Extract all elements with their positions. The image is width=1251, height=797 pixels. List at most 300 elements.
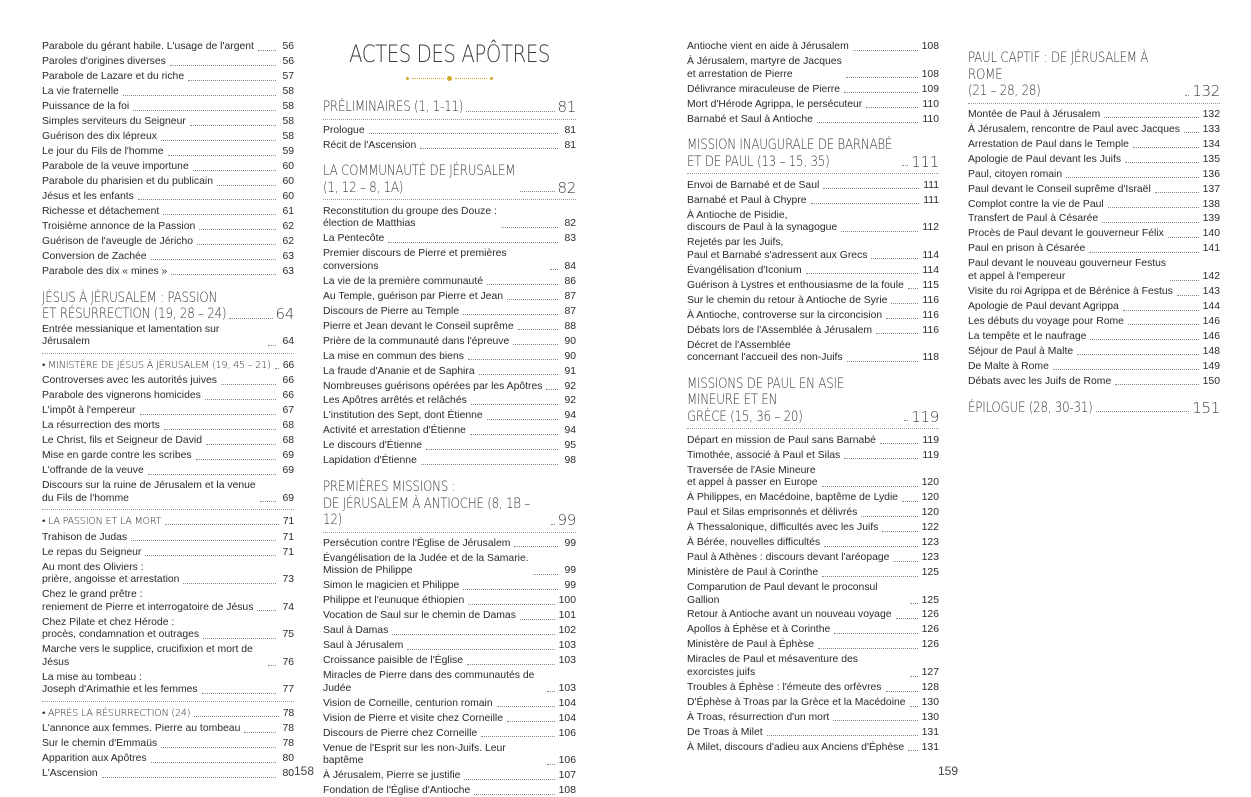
toc-entry: [323, 290, 576, 305]
toc-entry-title: Paul en prison à Césarée: [968, 243, 1086, 255]
toc-entry-title: Complot contre la vie de Paul: [968, 198, 1104, 210]
toc-entry: [968, 137, 1220, 152]
toc-entry-page: 146: [1202, 330, 1220, 342]
toc-section-heading: [323, 479, 576, 529]
toc-entry-title: L'Ascension: [42, 768, 98, 780]
toc-entry: [323, 138, 576, 153]
dot-leader: [886, 691, 918, 692]
section-divider: [42, 701, 294, 702]
dot-leader: [183, 583, 276, 584]
toc-entry-page: 66: [282, 360, 294, 372]
toc-entry: [323, 726, 576, 741]
toc-entry-page: 83: [564, 233, 576, 245]
toc-entry-title: Les débuts du voyage pour Rome: [968, 315, 1124, 327]
toc-entry-title: Simon le magicien et Philippe: [323, 580, 460, 592]
dot-leader: [164, 429, 276, 430]
toc-entry-page: 111: [911, 152, 939, 171]
toc-entry-title: Timothée, associé à Paul et Silas: [687, 449, 841, 461]
toc-entry-title: Paul, citoyen romain: [968, 168, 1063, 180]
toc-entry-title: Séjour de Paul à Malte: [968, 345, 1074, 357]
toc-entry: [968, 330, 1220, 345]
dot-leader: [463, 314, 558, 315]
toc-entry-page: 126: [921, 624, 939, 636]
dot-leader: [161, 747, 276, 748]
toc-entry: [968, 375, 1220, 390]
dot-leader: [1104, 117, 1198, 118]
toc-entry: [42, 55, 294, 70]
toc-entry-page: 137: [1202, 183, 1220, 195]
toc-entry: [968, 197, 1220, 212]
toc-entry-page: 82: [557, 178, 576, 197]
toc-entry: [687, 741, 939, 756]
dot-leader: [853, 50, 918, 51]
toc-entry-title: À Jérusalem, Pierre se justifie: [323, 770, 461, 782]
dot-leader: [275, 368, 279, 369]
toc-entry-page: 150: [1202, 375, 1220, 387]
dot-leader: [145, 555, 276, 556]
toc-entry-title: Persécution contre l'Église de Jérusalem: [323, 537, 511, 549]
dot-leader: [902, 165, 909, 166]
section-divider: [42, 509, 294, 510]
toc-section-heading: [968, 400, 1220, 417]
toc-entry: [323, 349, 576, 364]
dot-leader: [257, 610, 276, 611]
dot-leader: [420, 148, 558, 149]
toc-entry-page: 71: [282, 546, 294, 558]
toc-entry: [323, 364, 576, 379]
ornament-line: [412, 78, 444, 79]
dot-leader: [551, 524, 555, 525]
toc-entry: [687, 208, 939, 236]
dot-leader: [205, 399, 276, 400]
toc-entry: [687, 696, 939, 711]
toc-entry-page: 144: [1202, 300, 1220, 312]
toc-entry-page: 120: [921, 492, 939, 504]
toc-entry-page: 108: [558, 785, 576, 797]
toc-entry-page: 60: [282, 190, 294, 202]
toc-entry-title: L'institution des Sept, dont Étienne: [323, 410, 483, 422]
dot-leader: [910, 706, 918, 707]
toc-entry: [42, 40, 294, 55]
dot-leader: [910, 676, 918, 677]
dot-leader: [1133, 147, 1199, 148]
toc-entry: [687, 308, 939, 323]
toc-entry: [323, 669, 576, 697]
toc-entry-title: Vocation de Saul sur le chemin de Damas: [323, 610, 516, 622]
dot-leader: [468, 604, 554, 605]
toc-entry-page: 60: [282, 160, 294, 172]
toc-entry-page: 132: [1202, 108, 1220, 120]
toc-entry-title: Premier discours de Pierre et premières conversions: [323, 248, 507, 272]
toc-entry-page: 90: [564, 335, 576, 347]
dot-leader: [1155, 192, 1199, 193]
toc-entry-title: Apologie de Paul devant les Juifs: [968, 153, 1122, 165]
toc-entry: [42, 671, 294, 699]
dot-leader: [834, 633, 917, 634]
section-divider: [323, 532, 576, 533]
toc-entry-page: 106: [558, 755, 576, 767]
toc-entry-page: 125: [921, 566, 939, 578]
toc-entry-page: 111: [923, 179, 939, 191]
toc-entry: [323, 379, 576, 394]
toc-entry: [968, 108, 1220, 123]
dot-leader: [463, 589, 558, 590]
toc-entry: [42, 374, 294, 389]
toc-entry-title: Activité et arrestation d'Étienne: [323, 425, 466, 437]
toc-entry: [42, 722, 294, 737]
toc-entry-title: Guérison à Lystres et enthousiasme de la foule: [687, 279, 904, 291]
toc-entry-page: 102: [558, 625, 576, 637]
book-title: ACTES DES APÔTRES: [349, 40, 550, 68]
toc-entry-title: La vie fraternelle: [42, 86, 119, 98]
dot-leader: [806, 273, 919, 274]
dot-leader: [824, 546, 917, 547]
toc-entry-title: Lapidation d'Étienne: [323, 455, 417, 467]
toc-entry-title: Saul à Damas: [323, 625, 389, 637]
toc-entry: [42, 752, 294, 767]
ornament-dot: [406, 77, 409, 80]
dot-leader: [258, 50, 276, 51]
toc-entry-title: • MINISTÈRE DE JÉSUS À JÉRUSALEM (19, 45 – 21): [42, 360, 271, 372]
toc-entry-title: Envoi de Barnabé et de Saul: [687, 179, 820, 191]
dot-leader: [151, 762, 276, 763]
toc-entry-title: Richesse et détachement: [42, 205, 160, 217]
toc-entry-page: 106: [558, 727, 576, 739]
dot-leader: [1128, 324, 1199, 325]
dot-leader: [1123, 310, 1199, 311]
page-number-left: 158: [294, 764, 315, 778]
toc-entry: [323, 741, 576, 769]
toc-entry-page: 84: [564, 260, 576, 272]
toc-entry-title: Vision de Pierre et visite chez Corneille: [323, 712, 503, 724]
toc-entry-page: 73: [282, 574, 294, 586]
toc-entry: [687, 448, 939, 463]
toc-entry-page: 78: [282, 738, 294, 750]
toc-entry-title: Chez Pilate et chez Hérode : procès, condamnation et outrages: [42, 616, 200, 641]
dot-leader: [467, 664, 555, 665]
dot-leader: [817, 122, 918, 123]
toc-entry-page: 87: [564, 305, 576, 317]
dot-leader: [866, 107, 918, 108]
toc-entry-page: 82: [564, 218, 576, 230]
toc-entry: [687, 536, 939, 551]
dot-leader: [902, 501, 918, 502]
toc-entry: [687, 178, 939, 193]
toc-entry-page: 92: [564, 380, 576, 392]
toc-entry-title: Troubles à Éphèse : l'émeute des orfèvres: [687, 681, 882, 693]
toc-entry-page: 136: [1202, 168, 1220, 180]
toc-entry: [968, 212, 1220, 227]
toc-entry-title: Simples serviteurs du Seigneur: [42, 116, 186, 128]
toc-entry-title: Pierre et Jean devant le Conseil suprême: [323, 320, 514, 332]
toc-entry-title: Controverses avec les autorités juives: [42, 375, 217, 387]
toc-entry-page: 133: [1202, 123, 1220, 135]
toc-entry-page: 132: [1192, 82, 1220, 100]
toc-entry: [323, 654, 576, 669]
toc-entry: [42, 265, 294, 280]
toc-entry-page: 126: [921, 609, 939, 621]
toc-entry-title: Paul devant le Conseil suprême d'Israël: [968, 183, 1151, 195]
toc-entry-title: Au mont des Oliviers : prière, angoisse et arrestation: [42, 561, 180, 586]
toc-entry: [42, 560, 294, 588]
toc-entry-title: MISSION INAUGURALE DE BARNABÉ ET DE PAUL (13 – 15, 35): [687, 137, 893, 170]
dot-leader: [229, 318, 272, 319]
toc-entry-page: 99: [564, 537, 576, 549]
toc-entry-title: Parabole des dix « mines »: [42, 265, 168, 277]
toc-entry-title: Débats avec les Juifs de Rome: [968, 375, 1112, 387]
dot-leader: [910, 603, 918, 604]
dot-leader: [138, 199, 276, 200]
toc-entry-title: La mise au tombeau : Joseph d'Arimathie et les femmes: [42, 671, 198, 696]
toc-entry: [323, 394, 576, 409]
dot-leader: [171, 274, 276, 275]
toc-entry: [42, 115, 294, 130]
toc-entry: [687, 323, 939, 338]
toc-entry-page: 74: [282, 601, 294, 613]
toc-entry: [968, 300, 1220, 315]
toc-entry: [323, 769, 576, 784]
toc-entry-title: Prière de la communauté dans l'épreuve: [323, 335, 510, 347]
dot-leader: [547, 691, 555, 692]
dot-leader: [846, 77, 918, 78]
toc-entry-page: 92: [564, 395, 576, 407]
toc-entry: [42, 250, 294, 265]
toc-entry-page: 103: [558, 655, 576, 667]
dot-leader: [369, 133, 558, 134]
dot-leader: [426, 449, 558, 450]
toc-entry-page: 126: [921, 639, 939, 651]
toc-entry-title: PAUL CAPTIF : DE JÉRUSALEM À ROME (21 – 28, 28): [968, 50, 1149, 99]
toc-entry: [687, 726, 939, 741]
toc-entry-page: 118: [922, 352, 939, 364]
dot-leader: [268, 665, 276, 666]
dot-leader: [193, 170, 276, 171]
toc-entry: [42, 205, 294, 220]
toc-entry: [687, 581, 939, 609]
dot-leader: [533, 574, 558, 575]
toc-entry-page: 120: [921, 507, 939, 519]
toc-entry: [323, 334, 576, 349]
toc-entry-page: 80: [282, 768, 294, 780]
toc-entry-title: Délivrance miraculeuse de Pierre: [687, 83, 841, 95]
dot-leader: [833, 720, 917, 721]
toc-entry: [687, 193, 939, 208]
toc-entry-page: 110: [922, 113, 939, 125]
toc-entry-page: 86: [564, 275, 576, 287]
toc-entry-title: Croissance paisible de l'Église: [323, 655, 464, 667]
toc-entry: [687, 55, 939, 83]
toc-entry-title: À Antioche, controverse sur la circoncision: [687, 309, 883, 321]
toc-entry-title: Mise en garde contre les scribes: [42, 450, 192, 462]
toc-entry-title: Retour à Antioche avant un nouveau voyage: [687, 609, 892, 621]
toc-entry-title: À Jérusalem, martyre de Jacques et arrestation de Pierre: [687, 56, 842, 80]
toc-entry: [42, 323, 294, 351]
toc-entry-title: Paul à Athènes : discours devant l'aréopage: [687, 551, 890, 563]
toc-entry-title: La fraude d'Ananie et de Saphira: [323, 365, 475, 377]
toc-entry-title: Fondation de l'Église d'Antioche: [323, 785, 471, 797]
toc-entry-title: À Bérée, nouvelles difficultés: [687, 537, 821, 548]
toc-entry: [687, 83, 939, 98]
toc-entry: [42, 419, 294, 434]
toc-entry-title: Le Christ, fils et Seigneur de David: [42, 435, 202, 447]
dot-leader: [260, 501, 276, 502]
toc-entry-page: 114: [922, 249, 939, 261]
dot-leader: [188, 80, 276, 81]
toc-entry-page: 69: [282, 465, 294, 477]
toc-entry: [323, 594, 576, 609]
dot-leader: [1077, 354, 1199, 355]
dot-leader: [151, 259, 276, 260]
dot-leader: [880, 443, 919, 444]
toc-entry-title: Apollos à Éphèse et à Corinthe: [687, 624, 831, 636]
dot-leader: [514, 546, 558, 547]
toc-entry: [687, 681, 939, 696]
toc-entry: [687, 608, 939, 623]
toc-entry-page: 58: [282, 101, 294, 113]
toc-entry-page: 81: [564, 139, 576, 151]
toc-entry-page: 99: [557, 511, 576, 530]
dot-leader: [507, 299, 558, 300]
toc-entry: [42, 70, 294, 85]
toc-entry: [687, 338, 939, 366]
toc-entry: [968, 257, 1220, 285]
toc-entry: [42, 643, 294, 671]
toc-entry-page: 119: [922, 449, 939, 461]
toc-entry-page: 119: [911, 407, 939, 426]
toc-entry-page: 146: [1202, 315, 1220, 327]
toc-entry: [323, 712, 576, 727]
dot-leader: [501, 227, 558, 228]
toc-entry-page: 125: [921, 594, 939, 606]
section-divider: [42, 353, 294, 354]
toc-entry: [42, 389, 294, 404]
toc-entry: [42, 404, 294, 419]
toc-entry-page: 131: [921, 726, 939, 738]
toc-entry-title: L'offrande de la veuve: [42, 465, 144, 477]
toc-entry-title: La Pentecôte: [323, 233, 385, 245]
toc-entry: [687, 653, 939, 681]
dot-leader: [904, 420, 908, 421]
toc-entry: [42, 479, 294, 507]
toc-entry-page: 67: [282, 405, 294, 417]
dot-leader: [194, 716, 279, 717]
toc-entry: [42, 449, 294, 464]
dot-leader: [487, 284, 558, 285]
toc-entry: [42, 145, 294, 160]
toc-entry-page: 103: [558, 682, 576, 694]
toc-entry-page: 81: [557, 98, 576, 116]
toc-entry-title: Le jour du Fils de l'homme: [42, 145, 164, 157]
toc-entry: [687, 623, 939, 638]
toc-entry-title: Traversée de l'Asie Mineure et appel à passer en Europe: [687, 464, 818, 489]
toc-entry-page: 108: [921, 68, 939, 80]
dot-leader: [513, 344, 558, 345]
toc-entry-title: Visite du roi Agrippa et de Bérénice à Festus: [968, 285, 1173, 297]
toc-entry-page: 76: [282, 656, 294, 668]
toc-entry: [687, 433, 939, 448]
toc-entry: [323, 124, 576, 139]
dot-leader: [196, 459, 276, 460]
toc-entry-title: Apparition aux Apôtres: [42, 753, 147, 765]
dot-leader: [487, 419, 558, 420]
dot-leader: [1102, 222, 1199, 223]
toc-column-2-list: [323, 99, 576, 797]
toc-entry-title: Discours de Pierre chez Corneille: [323, 727, 478, 739]
toc-entry: [42, 220, 294, 235]
toc-entry-title: Comparution de Paul devant le proconsul Gallion: [687, 581, 878, 606]
dot-leader: [244, 732, 276, 733]
dot-leader: [1066, 177, 1199, 178]
toc-entry: [968, 345, 1220, 360]
toc-entry-page: 128: [921, 681, 939, 693]
toc-entry-page: 58: [282, 86, 294, 98]
toc-entry-page: 135: [1202, 153, 1220, 165]
toc-entry-title: LA COMMUNAUTÉ DE JÉRUSALEM (1, 12 – 8, 1A): [323, 163, 516, 196]
toc-entry: [687, 491, 939, 506]
dot-leader: [1125, 162, 1199, 163]
dot-leader: [481, 736, 554, 737]
dot-leader: [474, 794, 554, 795]
toc-entry-title: Miracles de Paul et mésaventure des exorcistes juifs: [687, 654, 858, 678]
dot-leader: [497, 706, 555, 707]
toc-subsection-heading: [42, 358, 294, 373]
toc-entry-page: 95: [564, 440, 576, 452]
toc-entry: [687, 236, 939, 264]
toc-entry: [42, 235, 294, 250]
toc-entry-page: 66: [282, 375, 294, 387]
toc-entry: [687, 264, 939, 279]
dot-leader: [470, 434, 558, 435]
dot-leader: [268, 345, 276, 346]
toc-entry-title: Évangélisation de la Judée et de la Samarie. Mission de Philippe: [323, 552, 529, 577]
toc-entry-page: 142: [1202, 270, 1220, 282]
toc-entry-page: 114: [922, 264, 939, 276]
toc-entry-title: Sur le chemin du retour à Antioche de Syrie: [687, 294, 888, 306]
dot-leader: [847, 361, 919, 362]
toc-section-heading: [323, 99, 576, 116]
toc-entry: [687, 293, 939, 308]
toc-entry-title: L'annonce aux femmes. Pierre au tombeau: [42, 723, 241, 735]
dot-leader: [133, 110, 276, 111]
dot-leader: [520, 619, 555, 620]
toc-entry-title: Le discours d'Étienne: [323, 440, 423, 452]
dot-leader: [221, 384, 276, 385]
toc-entry-page: 78: [282, 708, 294, 720]
toc-section-heading: [968, 50, 1220, 100]
toc-entry-page: 88: [564, 320, 576, 332]
toc-entry: [323, 247, 576, 275]
toc-entry-page: 131: [921, 741, 939, 753]
toc-entry: [968, 152, 1220, 167]
section-divider: [968, 103, 1220, 104]
toc-entry-title: Barnabé et Saul à Antioche: [687, 113, 813, 125]
dot-leader: [190, 125, 276, 126]
dot-leader: [479, 374, 558, 375]
toc-entry: [968, 122, 1220, 137]
toc-section-heading: [687, 376, 939, 426]
toc-entry-title: Sur le chemin d'Emmaüs: [42, 738, 158, 750]
dot-leader: [823, 188, 919, 189]
toc-entry: [323, 579, 576, 594]
toc-entry-title: Évangélisation d'Iconium: [687, 264, 802, 276]
toc-entry-page: 68: [282, 435, 294, 447]
dot-leader: [140, 414, 277, 415]
toc-entry-title: Nombreuses guérisons opérées par les Apôtres: [323, 380, 543, 392]
toc-entry: [687, 551, 939, 566]
toc-entry-title: Miracles de Pierre dans des communautés de Judée: [323, 670, 535, 694]
dot-leader: [908, 750, 918, 751]
dot-leader: [882, 531, 917, 532]
